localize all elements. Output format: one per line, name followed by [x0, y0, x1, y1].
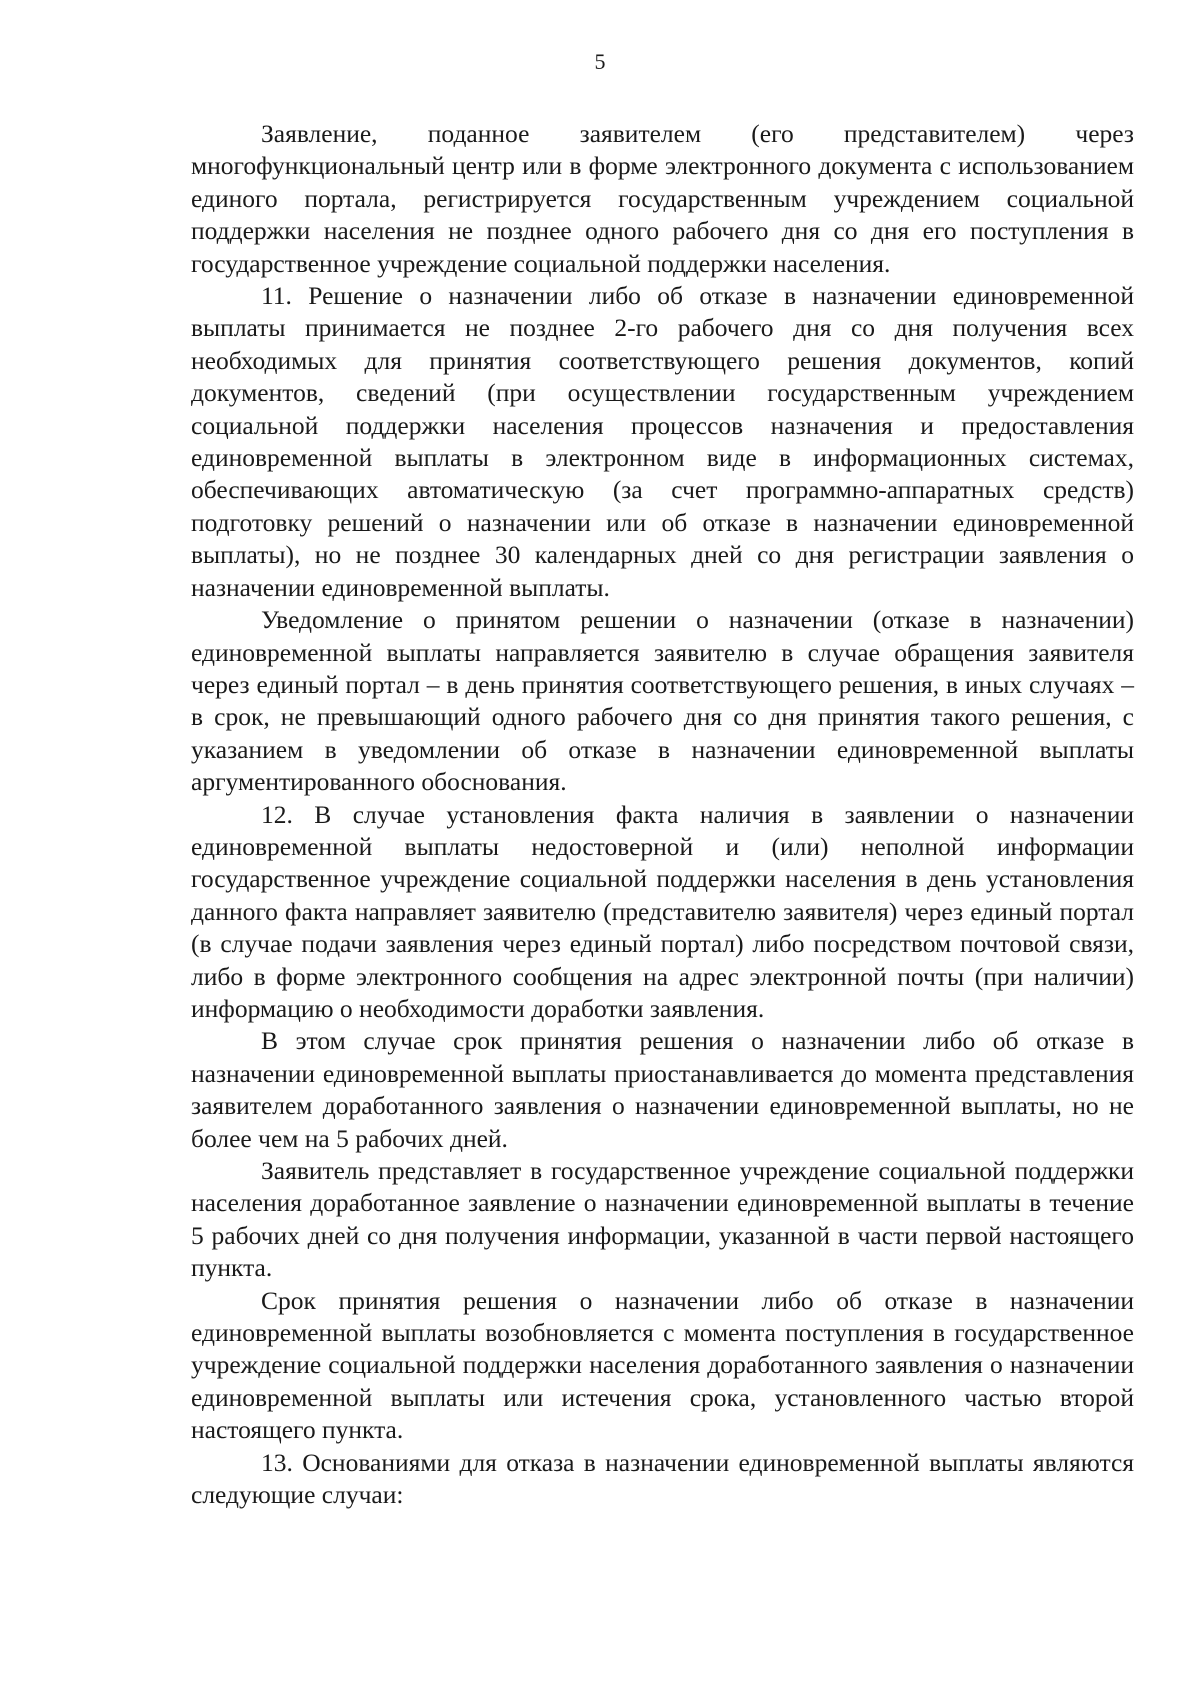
paragraph-application-registration: Заявление, поданное заявителем (его представителем) через многофункциональный центр или в форме электронного документа с использованием единого портала, регистрируется государственным учреждением социальной поддержки населения не позднее одного рабочего дня со дня его поступления в государственное учреждение социальной поддержки населения.	[191, 119, 1134, 278]
document-body	[191, 118, 1134, 1511]
paragraph-decision-notification: Уведомление о принятом решении о назначении (отказе в назначении) единовременной выплаты направляется заявителю в случае обращения заявителя через единый портал – в день принятия соответствующего решения, в иных случаях – в срок, не превышающий одного рабочего дня со дня принятия такого решения, с указанием в уведомлении об отказе в назначении единовременной выплаты аргументированного обоснования.	[191, 605, 1134, 797]
paragraph-item-13-refusal-grounds: 13. Основаниями для отказа в назначении единовременной выплаты являются следующие случаи:	[191, 1447, 1134, 1510]
paragraph-term-suspension: В этом случае срок принятия решения о назначении либо об отказе в назначении единовременной выплаты приостанавливается до момента представления заявителем доработанного заявления о назначении единовременной выплаты, но не более чем на 5 рабочих дней.	[191, 1026, 1134, 1153]
page-number: 5	[594, 49, 606, 74]
paragraph-revised-application: Заявитель представляет в государственное учреждение социальной поддержки населения доработанное заявление о назначении единовременной выплаты в течение 5 рабочих дней со дня получения информации, указанной в части первой настоящего пункта.	[191, 1156, 1134, 1283]
paragraph-item-11-decision: 11. Решение о назначении либо об отказе в назначении единовременной выплаты принимается не позднее 2-го рабочего дня со дня получения всех необходимых для принятия соответствующего решения документов, копий документов, сведений (при осуществлении государственным учреждением социальной поддержки населения процессов назначения и предоставления единовременной выплаты в электронном виде в информационных системах, обеспечивающих автоматическую (за счет программно-аппаратных средств) подготовку решений о назначении или об отказе в назначении единовременной выплаты), но не позднее 30 календарных дней со дня регистрации заявления о назначении единовременной выплаты.	[191, 281, 1134, 602]
paragraph-term-resumption: Срок принятия решения о назначении либо об отказе в назначении единовременной выплаты возобновляется с момента поступления в государственное учреждение социальной поддержки населения доработанного заявления о назначении единовременной выплаты или истечения срока, установленного частью второй настоящего пункта.	[191, 1285, 1134, 1445]
paragraph-item-12-incomplete-info: 12. В случае установления факта наличия в заявлении о назначении единовременной выплаты недостоверной и (или) неполной информации государственное учреждение социальной поддержки населения в день установления данного факта направляет заявителю (представителю заявителя) через единый портал (в случае подачи заявления через единый портал) либо посредством почтовой связи, либо в форме электронного сообщения на адрес электронной почты (при наличии) информацию о необходимости доработки заявления.	[191, 799, 1134, 1023]
